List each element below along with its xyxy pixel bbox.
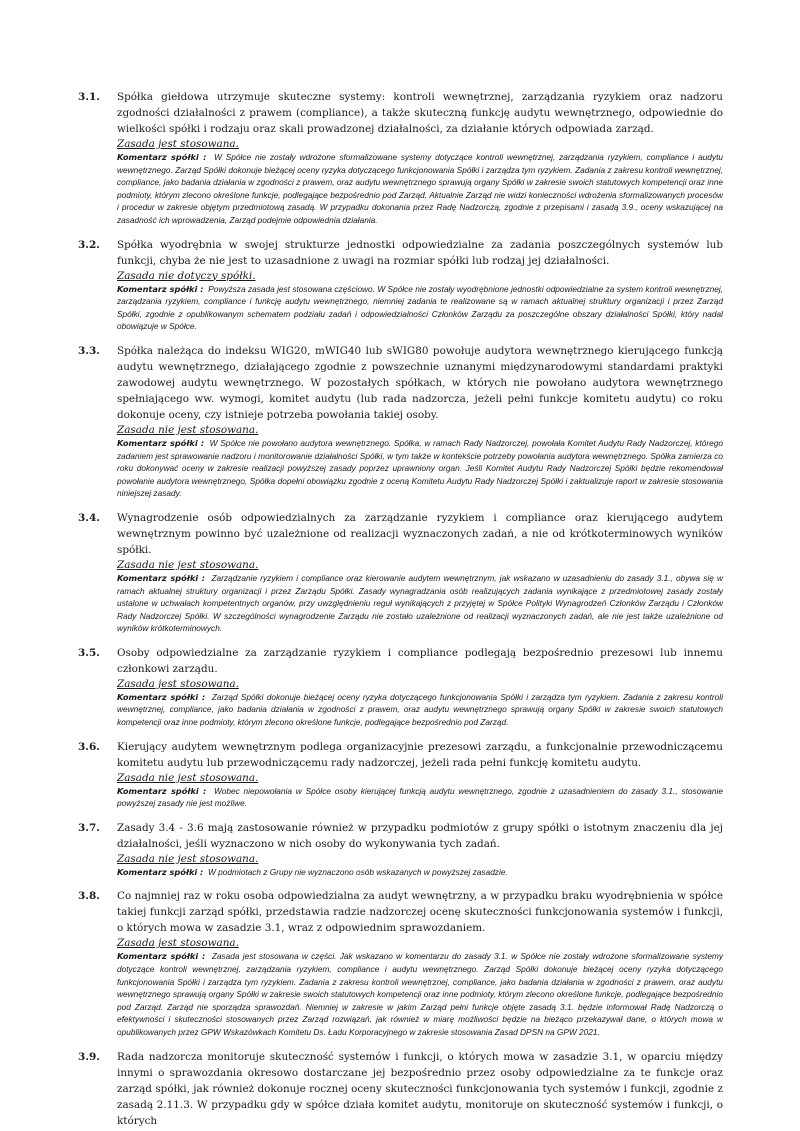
compliance-status: Zasada nie jest stosowana. — [117, 771, 259, 784]
comment-label: Komentarz spółki : — [117, 951, 206, 962]
principle-3-7 — [78, 820, 723, 879]
principle-number: 3.7. — [78, 821, 100, 834]
principle-number: 3.4. — [78, 511, 100, 524]
principle-3-4 — [78, 510, 723, 635]
principle-text: Rada nadzorcza monitoruje skuteczność systemów i funkcji, o których mowa w zasadzie 3.1, w oparciu między innymi o sprawozdania okresowo dostarczane jej bezpośrednio przez osoby odpowiedzialne za te funkcje oraz zarząd spółki, jak również dokonuje rocznej oceny skuteczności funkcjonowania tych systemów i funkcji, zgodnie z zasadą 2.11.3. W przypadku gdy w spółce działa komitet audytu, monitoruje on skuteczność systemów i funkcji, o których — [117, 1050, 723, 1127]
principle-text: Osoby odpowiedzialne za zarządzanie ryzykiem i compliance podlegają bezpośrednio prezesowi lub innemu członkowi zarządu. — [117, 646, 723, 675]
comment-text: W Spółce nie powołano audytora wewnętrznego. Spółka, w ramach Rady Nadzorczej, powołała Komitet Audytu Rady Nadzorczej, którego zadaniem jest sprawowanie nadzoru i monitorowanie działalności Spółki, w tym także w kontekście potrzeby powołania audytora wewnętrznego. Spółka zamierza co roku dokonywać oceny w zakresie realizacji powyższej zasady poprzez uprawniony organ. Jeśli Komitet Audytu Rady Nadzorczej Spółki będzie rekomendował powołanie audytora wewnętrznego, Spółka dopełni obowiązku zgodnie z oceną Komitetu Audytu Rady Nadzorczej Spółki i zaktualizuje raport w zakresie stosowania niniejszej zasady. — [117, 437, 723, 499]
compliance-status: Zasada nie jest stosowana. — [117, 423, 259, 436]
company-comment — [117, 866, 723, 879]
principle-text: Wynagrodzenie osób odpowiedzialnych za zarządzanie ryzykiem i compliance oraz kierującego audytem wewnętrznym powinno być uzależnione od realizacji wyznaczonych zadań, a nie od krótkoterminowych wyników spółki. — [117, 511, 723, 556]
comment-text: W Spółce nie zostały wdrożone sformalizowane systemy dotyczące kontroli wewnętrznej, zarządzania ryzykiem, compliance i audytu wewnętrznego. Zarząd Spółki dokonuje bieżącej oceny ryzyka dotyczącego funkcjonowania Spółki i zarządza tym ryzykiem. Zadania z zakresu kontroli wewnętrznej, compliance, jako badania działania w zgodności z prawem, oraz audytu wewnętrznego sprawują organy Spółki w zakresie swoich statutowych kompetencji oraz inne podmioty, którym zlecono określone funkcje, podlegające bezpośrednio pod Zarząd. Aktualnie Zarząd nie widzi konieczności wdrożenia sformalizowanych procesów i procedur w zakresie objętym przedmiotową zasadą. W przypadku dokonania przez Radę Nadzorczą, zgodnie z przepisami i zasadą 3.9., oceny wskazującej na zasadność ich wprowadzenia, Zarząd podejmie odpowiednia działania. — [117, 152, 723, 225]
principle-text: Spółka należąca do indeksu WIG20, mWIG40 lub sWIG80 powołuje audytora wewnętrznego kierującego funkcją audytu wewnętrznego, działającego zgodnie z powszechnie uznanymi międzynarodowymi standardami praktyki zawodowej audytu wewnętrznego. W pozostałych spółkach, w których nie powołano audytora wewnętrznego spełniającego ww. wymogi, komitet audytu (lub rada nadzorcza, jeżeli pełni funkcje komitetu audytu) co roku dokonuje oceny, czy istnieje potrzeba powołania takiej osoby. — [117, 344, 723, 421]
principle-3-9 — [78, 1049, 723, 1129]
compliance-status: Zasada nie jest stosowana. — [117, 558, 259, 571]
compliance-status: Zasada nie jest stosowana. — [117, 852, 259, 865]
company-comment — [117, 785, 723, 810]
comment-text: Zarząd Spółki dokonuje bieżącej oceny ryzyka dotyczącego funkcjonowania Spółki i zarządza tym ryzykiem. Zadania z zakresu kontroli wewnętrznej, compliance, jako badania działania w zgodności z prawem, oraz audytu wewnętrznego sprawują organy Spółki w zakresie swoich statutowych kompetencji oraz inne podmioty, którym zlecono określone funkcje, podlegające bezpośrednio pod Zarząd. — [117, 691, 723, 728]
principle-number: 3.6. — [78, 740, 100, 753]
comment-text: W podmiotach z Grupy nie wyznaczono osób wskazanych w powyższej zasadzie. — [207, 866, 508, 877]
principle-text: Spółka wyodrębnia w swojej strukturze jednostki odpowiedzialne za zadania poszczególnych systemów lub funkcji, chyba że nie jest to uzasadnione z uwagi na rozmiar spółki lub rodzaj jej działalności. — [117, 238, 723, 267]
principle-number: 3.8. — [78, 890, 100, 903]
principle-3-2 — [78, 237, 723, 333]
comment-text: Zarządzanie ryzykiem i compliance oraz kierowanie audytem wewnętrznym, jak wskazano w uzasadnieniu do zasady 3.1., obywa się w ramach aktualnej struktury organizacji i przez Zarządu Spółki. Zasady wynagradzania osób realizujących zadania wynikające z przedmiotowej zasady zostały ustalone w uchwałach kompetentnych organów, przy uwzględnieniu reguł wynikających z przyjętej w Spółce Polityki Wynagrodzeń Członków Zarządu i Członków Rady Nadzorczej Spółki. W szczególności wynagrodzenie Zarządu nie zostało uzależnione od realizacji wyznaczonych zadań, ale nie jest także uzależnione od wyników krótkoterminowych. — [117, 572, 723, 634]
comment-text: Zasada jest stosowana w części. Jak wskazano w komentarzu do zasady 3.1. w Spółce nie zostały wdrożone sformalizowane systemy dotyczące kontroli wewnętrznej, zarządzania ryzykiem, compliance i audytu wewnętrznego. Zarząd Spółki dokonuje bieżącej oceny ryzyka dotyczącego funkcjonowania Spółki i zarządza tym ryzykiem. Zadania z zakresu kontroli wewnętrznej, compliance, jako badania działania w zgodności z prawem, oraz audytu wewnętrznego sprawują organy Spółki w zakresie swoich statutowych kompetencji oraz inne podmioty, którym zlecono określone funkcje, podlegające bezpośrednio pod Zarząd. Zarząd nie sporządza sprawozdań. Niemniej w zakresie w jakim Zarząd pełni funkcje objęte zasadą 3.1. będzie informował Radę Nadzorczą o efektywności i skuteczności stosowanych przez Zarząd rozwiązań, jak również w miarę możliwości będzie na bieżąco przekazywał dane, o których mowa w opublikowanych przez GPW Wskazówkach Komitetu Ds. Ładu Korporacyjnego w zakresie stosowania Zasad DPSN na GPW 2021. — [117, 951, 723, 1037]
principle-3-6 — [78, 739, 723, 810]
principle-number: 3.5. — [78, 646, 100, 659]
comment-label: Komentarz spółki : — [117, 866, 204, 877]
compliance-status: Zasada jest stosowana. — [117, 677, 239, 690]
principle-text: Zasady 3.4 - 3.6 mają zastosowanie również w przypadku podmiotów z grupy spółki o istotnym znaczeniu dla jej działalności, jeśli wyznaczono w nich osoby do wykonywania tych zadań. — [117, 821, 723, 850]
principle-number: 3.2. — [78, 238, 100, 251]
compliance-status: Zasada jest stosowana. — [117, 937, 239, 950]
principle-text: Kierujący audytem wewnętrznym podlega organizacyjnie prezesowi zarządu, a funkcjonalnie przewodniczącemu komitetu audytu lub przewodniczącemu rady nadzorczej, jeżeli rada pełni funkcję komitetu audytu. — [117, 740, 723, 769]
compliance-status: Zasada jest stosowana. — [117, 138, 239, 150]
company-comment — [117, 437, 723, 500]
principle-number: 3.1. — [78, 91, 100, 103]
comment-label: Komentarz spółki : — [117, 691, 206, 702]
company-comment — [117, 691, 723, 729]
principle-3-1 — [78, 89, 723, 227]
company-comment — [117, 950, 723, 1038]
comment-label: Komentarz spółki : — [117, 785, 207, 796]
principle-3-8 — [78, 888, 723, 1038]
compliance-status: Zasada nie dotyczy spółki. — [117, 269, 256, 282]
principle-number: 3.9. — [78, 1050, 100, 1063]
principle-3-5 — [78, 645, 723, 729]
principle-3-3 — [78, 343, 723, 500]
comment-label: Komentarz spółki : — [117, 283, 204, 294]
company-comment — [117, 572, 723, 635]
comment-text: Wobec niepowołania w Spółce osoby kierującej funkcją audytu wewnętrznego, zgodnie z uzasadnieniem do zasady 3.1., stosowanie powyższej zasady nie jest możliwe. — [117, 785, 723, 809]
comment-label: Komentarz spółki : — [117, 572, 206, 583]
principle-number: 3.3. — [78, 344, 100, 357]
company-comment — [117, 283, 723, 333]
comment-label: Komentarz spółki : — [117, 437, 205, 448]
comment-text: Powyższa zasada jest stosowana częściowo. W Spółce nie zostały wyodrębnione jednostki odpowiedzialne za system kontroli wewnętrznej, zarządzania ryzykiem, compliance i funkcję audytu wewnętrznego, niemniej zadania te realizowane są w ramach aktualnej struktury organizacji i przez Zarząd Spółki, zgodnie z opublikowanym schematem podziału zadań i odpowiedzialności Członków Zarządu za poszczególne obszary działalności Spółki, który nadal obowiązuje w Spółce. — [117, 283, 723, 332]
comment-label: Komentarz spółki : — [117, 152, 207, 162]
principle-text: Co najmniej raz w roku osoba odpowiedzialna za audyt wewnętrzny, a w przypadku braku wyodrębnienia w spółce takiej funkcji zarząd spółki, przedstawia radzie nadzorczej ocenę skuteczności funkcjonowania systemów i funkcji, o których mowa w zasadzie 3.1, wraz z odpowiednim sprawozdaniem. — [117, 890, 723, 935]
principle-text: Spółka giełdowa utrzymuje skuteczne systemy: kontroli wewnętrznej, zarządzania ryzykiem oraz nadzoru zgodności działalności z prawem (compliance), a także skuteczną funkcję audytu wewnętrznego, odpowiednie do wielkości spółki i rodzaju oraz skali prowadzonej działalności, za działanie których odpowiada zarząd. — [117, 91, 723, 135]
company-comment — [117, 151, 723, 227]
